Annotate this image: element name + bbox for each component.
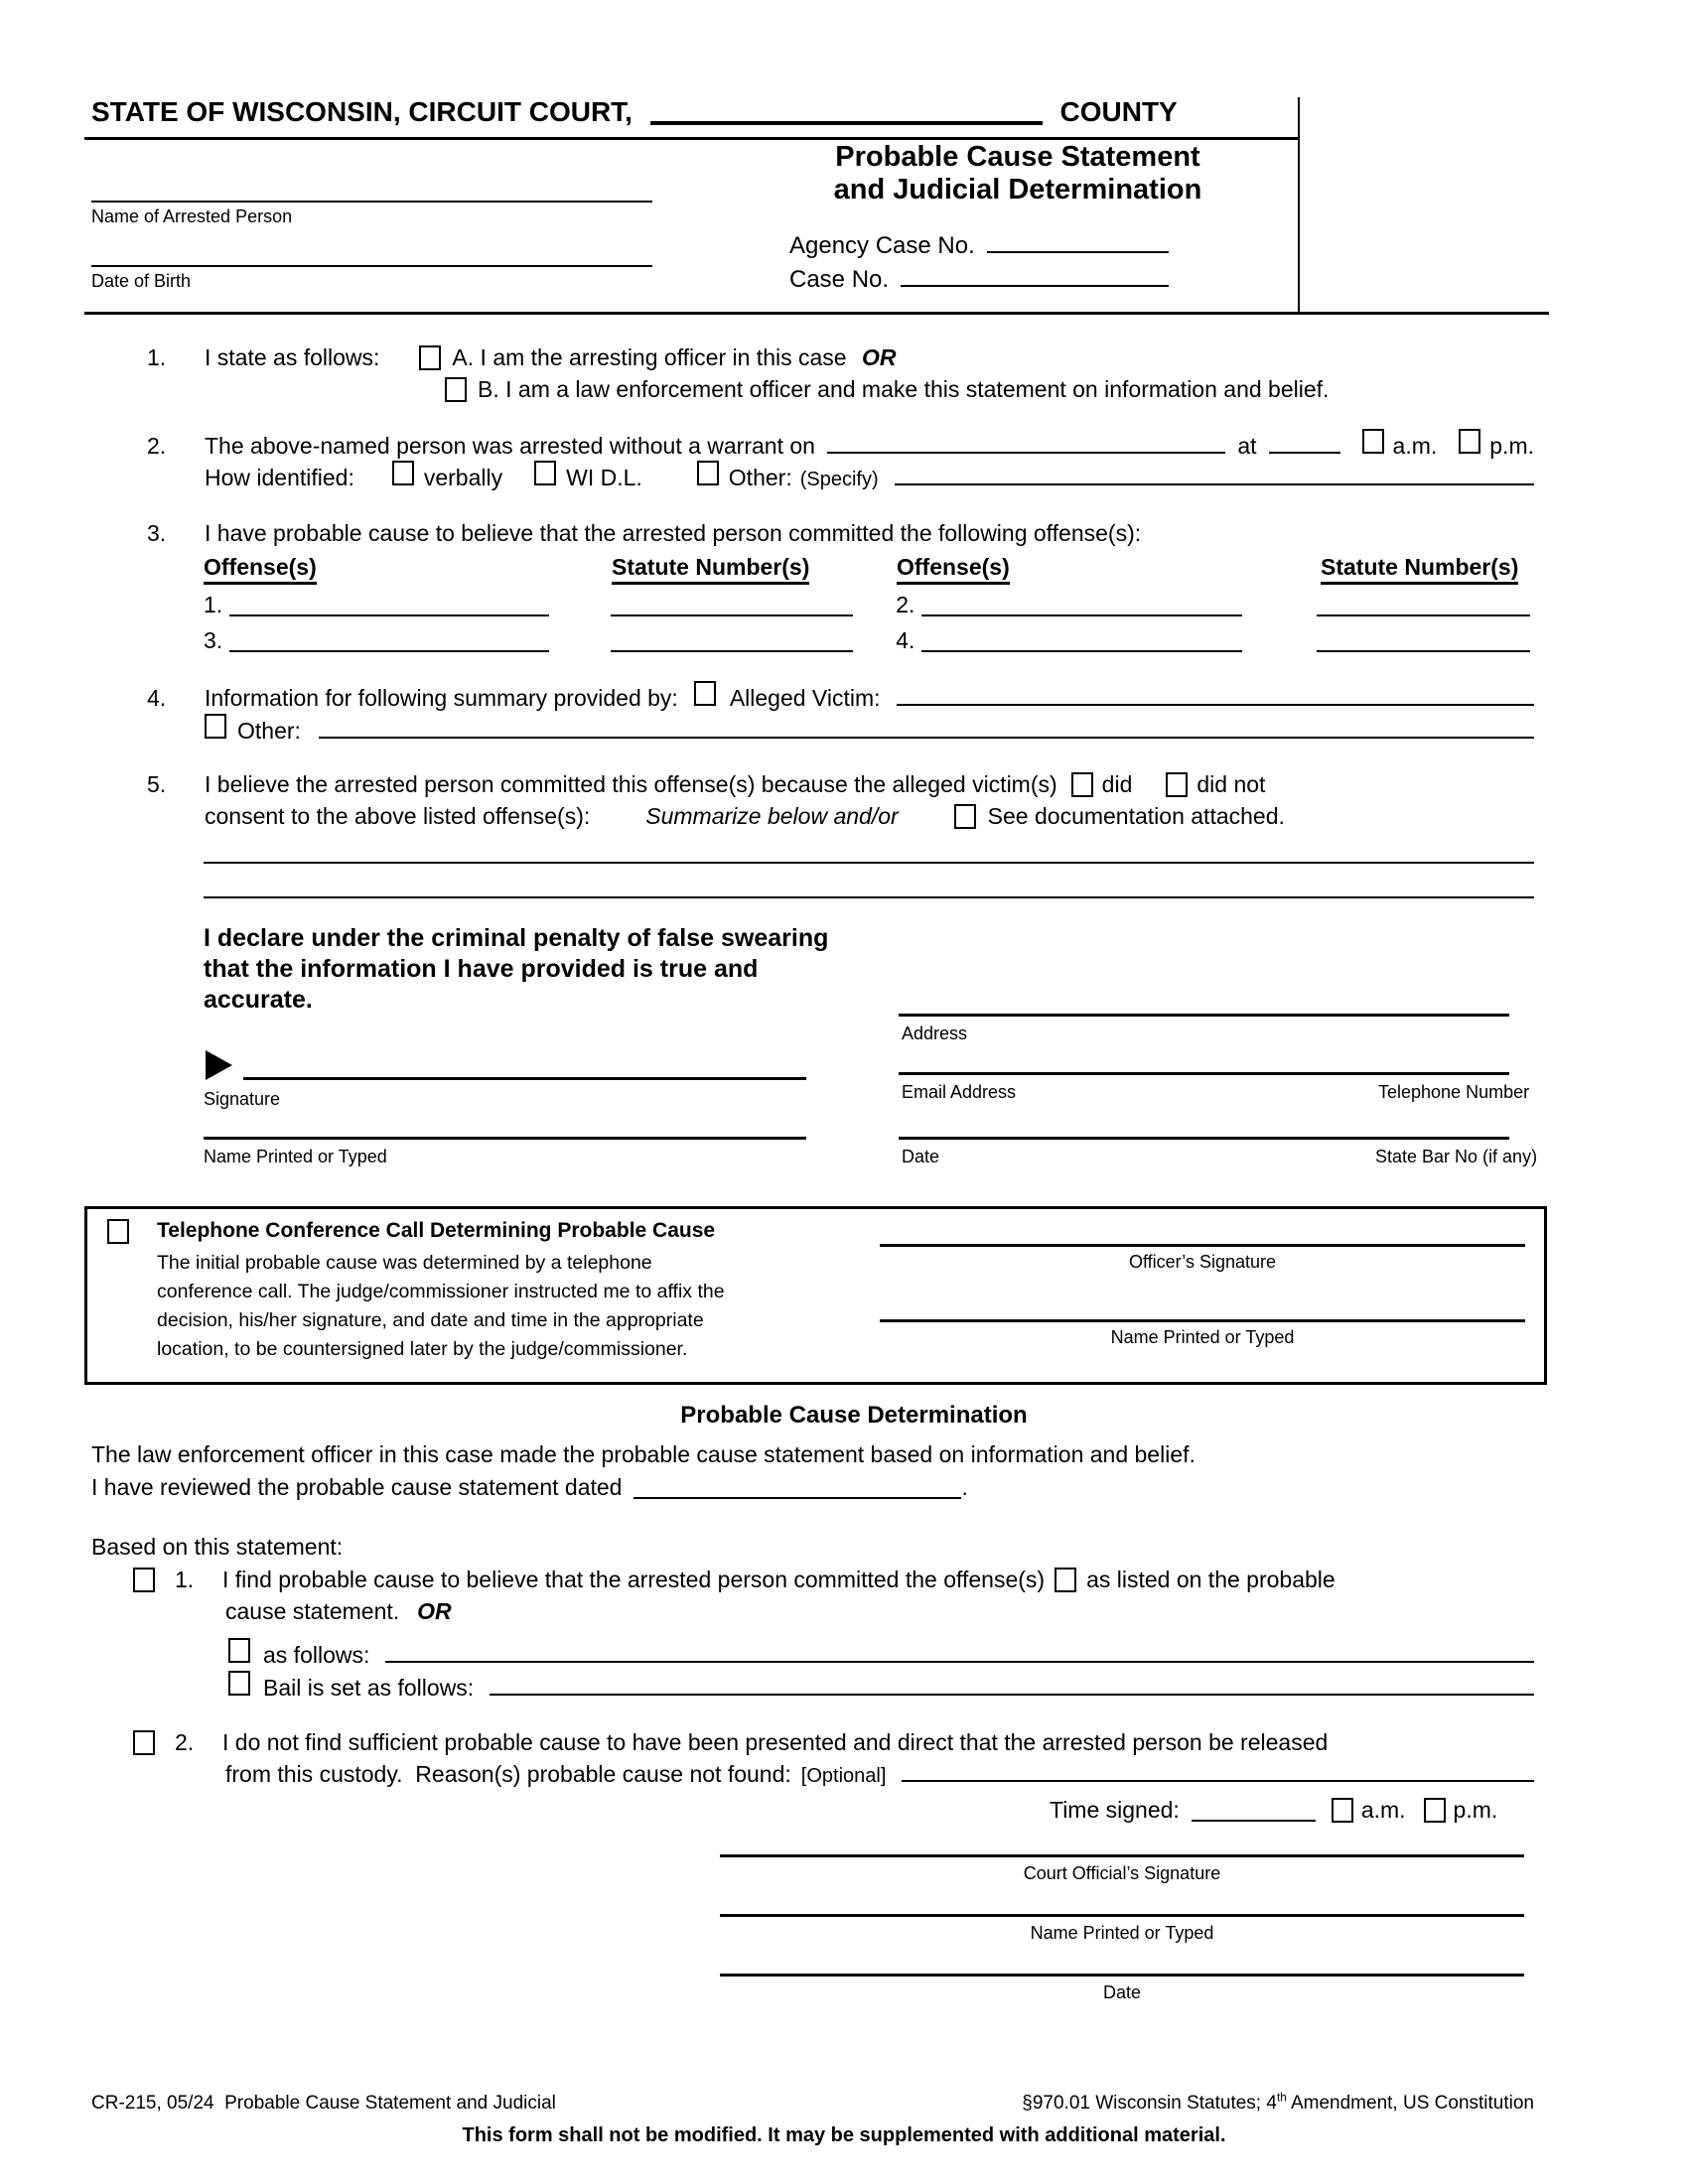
det-am-checkbox[interactable] xyxy=(1332,1798,1353,1823)
det-pm-checkbox[interactable] xyxy=(1424,1798,1446,1823)
alleged-victim-field[interactable] xyxy=(897,683,1534,706)
offense-2-field[interactable] xyxy=(921,614,1242,616)
footer-form-id: CR-215, 05/24 Probable Cause Statement and Judicial xyxy=(91,2093,556,2114)
telephone-conference-title: Telephone Conference Call Determining Probable Cause xyxy=(157,1219,716,1242)
bail-field[interactable] xyxy=(490,1673,1534,1696)
verbally-label: verbally xyxy=(423,465,503,490)
bail-checkbox[interactable] xyxy=(228,1671,250,1696)
section-2-text: The above-named person was arrested without a warrant on xyxy=(205,433,815,459)
telephone-conference-body-line: location, to be countersigned later by the judge/commissioner. xyxy=(157,1338,688,1360)
offense-row-3-number: 3. xyxy=(204,627,223,653)
offense-3-field[interactable] xyxy=(229,650,549,652)
section-5-text-1: I believe the arrested person committed this offense(s) because the alleged victim(s) xyxy=(205,771,1057,797)
conference-officer-name-label: Name Printed or Typed xyxy=(1110,1327,1295,1347)
determination-para-2-text: I have reviewed the probable cause statement dated xyxy=(91,1474,623,1500)
date-of-birth-label: Date of Birth xyxy=(91,271,192,291)
det-am-label: a.m. xyxy=(1360,1797,1406,1823)
section-2-line-1 xyxy=(147,429,1534,461)
time-signed-row xyxy=(1050,1795,1497,1825)
email-label: Email Address xyxy=(902,1082,1017,1102)
footer-statute-suffix: Amendment, US Constitution xyxy=(1286,2093,1534,2114)
conference-officer-signature-label: Officer’s Signature xyxy=(1128,1252,1277,1272)
statute-header-1: Statute Number(s) xyxy=(612,552,809,585)
other-id-checkbox[interactable] xyxy=(697,461,719,485)
finding-1-text: I find probable cause to believe that the arrested person committed the offense(s) xyxy=(222,1567,1046,1592)
option-a-or: OR xyxy=(861,344,897,370)
signature-label: Signature xyxy=(204,1089,281,1109)
county-label: COUNTY xyxy=(1059,96,1178,127)
section-1-line-2 xyxy=(445,374,1329,404)
finding-2-number: 2. xyxy=(175,1729,195,1755)
finding-2-text-2: from this custody. Reason(s) probable cause not found: xyxy=(225,1761,791,1787)
did-checkbox[interactable] xyxy=(1071,772,1093,797)
section-4-number: 4. xyxy=(147,685,167,711)
other-source-field[interactable] xyxy=(319,716,1534,739)
option-a-label: A. I am the arresting officer in this case xyxy=(452,344,847,370)
pm-checkbox[interactable] xyxy=(1459,429,1480,454)
case-number-field[interactable] xyxy=(901,264,1169,287)
agency-case-label: Agency Case No. xyxy=(789,232,975,259)
as-listed-label: as listed on the probable xyxy=(1086,1567,1336,1592)
offense-row-2 xyxy=(204,625,1530,655)
court-official-name-field[interactable] xyxy=(720,1914,1524,1917)
offense-header-2: Offense(s) xyxy=(897,552,1010,585)
time-signed-label: Time signed: xyxy=(1050,1797,1180,1823)
alleged-victim-checkbox[interactable] xyxy=(694,681,716,706)
email-telephone-field[interactable] xyxy=(899,1049,1509,1075)
as-follows-field[interactable] xyxy=(385,1640,1534,1663)
determination-para-2 xyxy=(91,1472,968,1502)
statute-1-field[interactable] xyxy=(611,614,853,616)
offense-row-1-number: 1. xyxy=(204,592,223,617)
telephone-conference-checkbox[interactable] xyxy=(107,1219,129,1244)
header-bottom-rule xyxy=(84,312,1549,315)
footer-no-modify-notice: This form shall not be modified. It may be supplemented with additional material. xyxy=(462,2124,1226,2146)
as-follows-label: as follows: xyxy=(263,1642,370,1668)
offense-row-4-number: 4. xyxy=(896,627,915,653)
court-official-name-label: Name Printed or Typed xyxy=(1030,1923,1214,1943)
state-bar-label: State Bar No (if any) xyxy=(1375,1147,1538,1166)
as-follows-checkbox[interactable] xyxy=(228,1638,250,1663)
section-1-line-1 xyxy=(147,342,896,372)
statute-2-field[interactable] xyxy=(1317,614,1530,616)
pm-label: p.m. xyxy=(1489,433,1534,459)
conference-officer-name-field[interactable] xyxy=(880,1319,1525,1322)
other-source-label: Other: xyxy=(237,718,301,744)
section-3-line-1 xyxy=(147,518,1141,548)
section-5-line-1 xyxy=(147,769,1265,799)
option-b-label: B. I am a law enforcement officer and make this statement on information and belief. xyxy=(478,376,1330,402)
other-source-checkbox[interactable] xyxy=(205,714,226,739)
offense-row-2-number: 2. xyxy=(896,592,915,617)
based-on-statement-label: Based on this statement: xyxy=(91,1534,344,1560)
court-official-date-field[interactable] xyxy=(720,1974,1524,1977)
form-title-line2: and Judicial Determination xyxy=(833,174,1202,205)
officer-name-label: Name Printed or Typed xyxy=(204,1147,387,1166)
finding-1-or: OR xyxy=(417,1598,452,1624)
case-number-row xyxy=(789,264,1169,294)
form-title xyxy=(789,141,1246,206)
finding-1-checkbox[interactable] xyxy=(133,1568,155,1592)
case-number-label: Case No. xyxy=(789,266,890,293)
date-of-birth-field[interactable] xyxy=(91,243,652,267)
telephone-conference-body-line: conference call. The judge/commissioner instructed me to affix the xyxy=(157,1281,725,1302)
section-2-number: 2. xyxy=(147,433,167,459)
finding-2-text: I do not find sufficient probable cause to have been presented and direct that the arrested person be released xyxy=(222,1729,1329,1755)
address-label: Address xyxy=(902,1024,968,1043)
address-field[interactable] xyxy=(899,991,1509,1017)
offense-4-field[interactable] xyxy=(921,650,1242,652)
as-listed-checkbox[interactable] xyxy=(1055,1568,1076,1592)
bail-row xyxy=(228,1671,1534,1703)
court-caption-text: STATE OF WISCONSIN, CIRCUIT COURT, xyxy=(91,96,633,127)
arrest-date-field[interactable] xyxy=(827,431,1225,454)
finding-1-text-2: cause statement. xyxy=(225,1598,400,1624)
header-vertical-rule xyxy=(1298,97,1300,312)
summarize-label: Summarize below and/or xyxy=(645,803,899,829)
determination-para-2-period: . xyxy=(961,1474,968,1500)
finding-1-number: 1. xyxy=(175,1567,195,1592)
section-4-line-2 xyxy=(205,714,1534,746)
arrested-person-name-label: Name of Arrested Person xyxy=(91,206,293,226)
am-label: a.m. xyxy=(1392,433,1438,459)
finding-2-line-1 xyxy=(133,1727,1328,1757)
at-label: at xyxy=(1237,433,1257,459)
section-1-lead: I state as follows: xyxy=(205,344,380,370)
det-pm-label: p.m. xyxy=(1453,1797,1498,1823)
optional-label: [Optional] xyxy=(800,1765,887,1787)
arrested-person-name-field[interactable] xyxy=(91,179,652,203)
offense-row-1 xyxy=(204,590,1530,619)
section-5-text-2: consent to the above listed offense(s): xyxy=(205,803,591,829)
officer-name-field[interactable] xyxy=(204,1114,806,1140)
reason-not-found-field[interactable] xyxy=(902,1759,1534,1782)
other-id-label: Other: xyxy=(728,465,792,490)
verbally-checkbox[interactable] xyxy=(392,461,414,485)
see-documentation-label: See documentation attached. xyxy=(987,803,1285,829)
alleged-victim-label: Alleged Victim: xyxy=(729,685,881,711)
finding-1-line-1 xyxy=(133,1565,1336,1594)
footer-statute-sup: th xyxy=(1276,2091,1287,2105)
as-follows-row xyxy=(228,1638,1534,1670)
telephone-label: Telephone Number xyxy=(1378,1082,1530,1102)
section-3-text: I have probable cause to believe that the arrested person committed the following offense(s): xyxy=(205,520,1142,546)
court-official-date-label: Date xyxy=(1102,1982,1142,2002)
header-divider-rule xyxy=(84,137,1298,140)
determination-para-1: The law enforcement officer in this case made the probable cause statement based on information and belief. xyxy=(91,1441,1196,1467)
am-checkbox[interactable] xyxy=(1362,429,1384,454)
section-5-line-2 xyxy=(205,801,1285,831)
other-id-specify-field[interactable] xyxy=(895,463,1534,485)
wi-dl-label: WI D.L. xyxy=(566,465,642,490)
bail-label: Bail is set as follows: xyxy=(263,1675,475,1701)
agency-case-row xyxy=(789,230,1169,260)
summary-line-2-field[interactable] xyxy=(204,875,1534,898)
section-4-text: Information for following summary provided by: xyxy=(205,685,678,711)
section-3-number: 3. xyxy=(147,520,167,546)
see-documentation-checkbox[interactable] xyxy=(954,804,976,829)
specify-label: (Specify) xyxy=(799,469,879,490)
time-signed-field[interactable] xyxy=(1192,1820,1316,1822)
summary-line-1-field[interactable] xyxy=(204,840,1534,864)
court-official-signature-label: Court Official’s Signature xyxy=(1023,1863,1221,1883)
declaration-text: I declare under the criminal penalty of false swearing that the information I have provided is true and accurate. xyxy=(204,924,829,1014)
telephone-conference-body-line: The initial probable cause was determined by a telephone xyxy=(157,1252,652,1274)
conference-officer-signature-field[interactable] xyxy=(880,1244,1525,1247)
offense-header-1: Offense(s) xyxy=(204,552,317,585)
section-5-number: 5. xyxy=(147,771,167,797)
wi-dl-checkbox[interactable] xyxy=(534,461,556,485)
agency-case-number-field[interactable] xyxy=(987,230,1169,253)
officer-signature-field[interactable] xyxy=(243,1054,806,1080)
section-2-line-2 xyxy=(205,461,1534,494)
telephone-conference-body-line: decision, his/her signature, and date and time in the appropriate xyxy=(157,1309,704,1331)
form-title-line1: Probable Cause Statement xyxy=(835,141,1200,173)
statute-4-field[interactable] xyxy=(1317,650,1530,652)
arrest-time-field[interactable] xyxy=(1269,452,1340,454)
determination-heading: Probable Cause Determination xyxy=(680,1402,1028,1429)
did-label: did xyxy=(1101,771,1133,797)
telephone-conference-box xyxy=(84,1206,1547,1385)
option-a-checkbox[interactable] xyxy=(419,345,441,370)
how-identified-label: How identified: xyxy=(205,465,354,490)
signature-arrow-icon xyxy=(206,1050,232,1080)
finding-2-line-2 xyxy=(225,1759,1534,1791)
finding-1-line-2 xyxy=(225,1596,452,1626)
date-label: Date xyxy=(902,1147,940,1166)
court-caption-row xyxy=(91,97,1178,127)
footer-statute-prefix: §970.01 Wisconsin Statutes; 4 xyxy=(1022,2093,1277,2114)
telephone-conference-body xyxy=(157,1249,725,1364)
statement-dated-field[interactable] xyxy=(633,1497,961,1499)
did-not-label: did not xyxy=(1196,771,1266,797)
date-statebar-field[interactable] xyxy=(899,1114,1509,1140)
statute-3-field[interactable] xyxy=(611,650,853,652)
court-official-signature-field[interactable] xyxy=(720,1854,1524,1857)
option-b-checkbox[interactable] xyxy=(445,377,467,402)
footer-statute-reference xyxy=(1022,2093,1534,2115)
section-4-line-1 xyxy=(147,681,1534,713)
county-name-field[interactable] xyxy=(650,121,1043,125)
statute-header-2: Statute Number(s) xyxy=(1321,552,1518,585)
section-1-number: 1. xyxy=(147,344,167,370)
offense-1-field[interactable] xyxy=(229,614,549,616)
did-not-checkbox[interactable] xyxy=(1166,772,1188,797)
finding-2-checkbox[interactable] xyxy=(133,1730,155,1755)
